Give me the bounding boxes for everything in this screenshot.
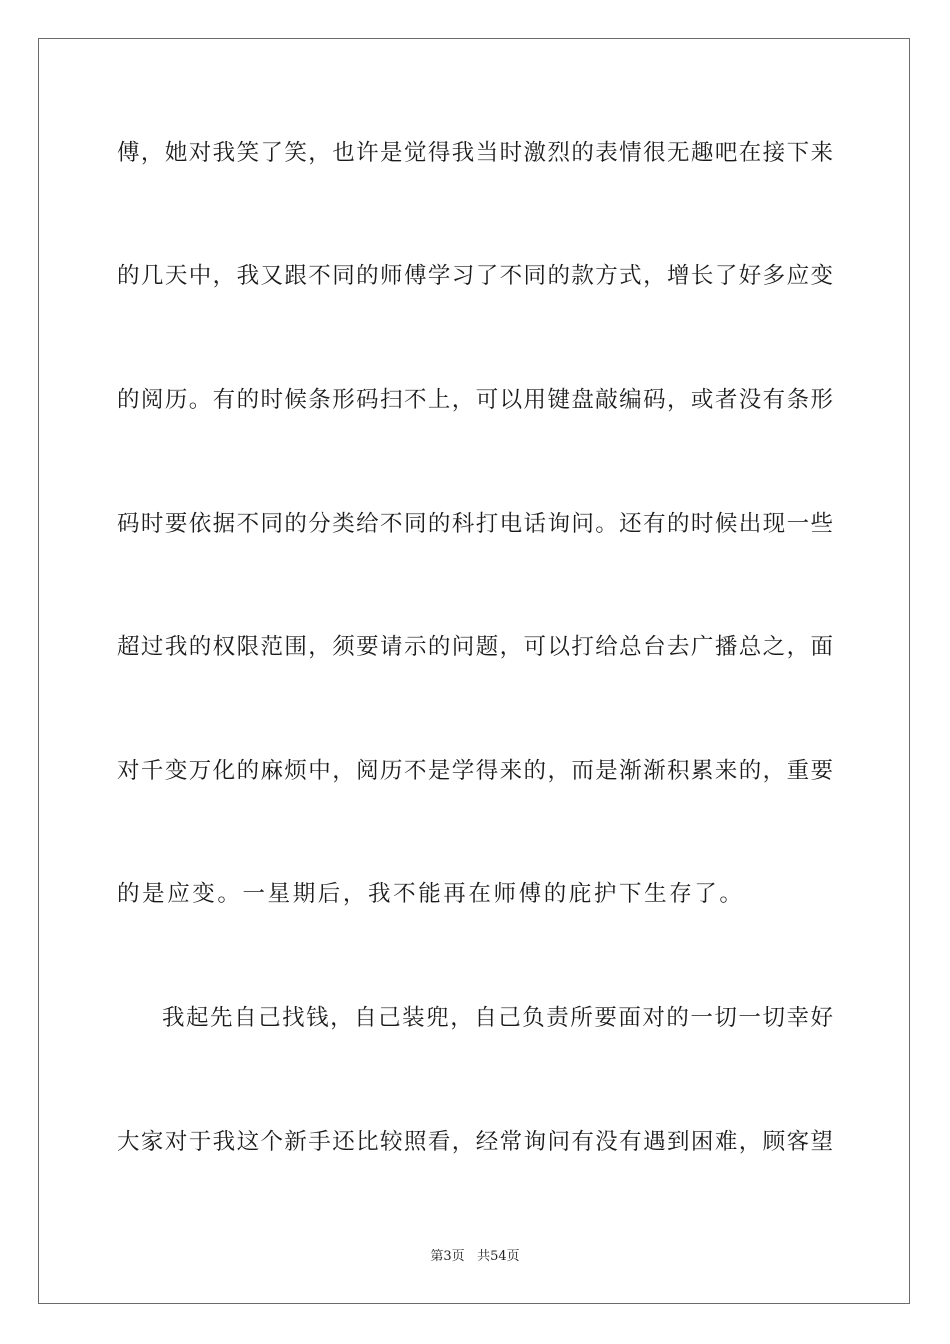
text-line-6: 对千变万化的麻烦中，阅历不是学得来的，而是渐渐积累来的，重要 — [117, 758, 833, 784]
text-line-7: 的是应变。一星期后，我不能再在师傅的庇护下生存了。 — [117, 881, 745, 907]
text-line-1: 傅，她对我笑了笑，也许是觉得我当时激烈的表情很无趣吧在接下来 — [117, 140, 833, 166]
page-total: 共54页 — [477, 1249, 520, 1264]
text-line-2: 的几天中，我又跟不同的师傅学习了不同的款方式，增长了好多应变 — [117, 263, 833, 289]
text-line-8-paragraph-start: 我起先自己找钱，自己装兜，自己负责所要面对的一切一切幸好 — [162, 1005, 833, 1031]
page-footer — [0, 1248, 950, 1266]
text-line-4: 码时要依据不同的分类给不同的科打电话询问。还有的时候出现一些 — [117, 511, 833, 537]
text-line-3: 的阅历。有的时候条形码扫不上，可以用键盘敲编码，或者没有条形 — [117, 387, 833, 413]
page-number: 第3页 — [430, 1249, 465, 1264]
text-line-9: 大家对于我这个新手还比较照看，经常询问有没有遇到困难，顾客望 — [117, 1129, 833, 1155]
text-line-5: 超过我的权限范围，须要请示的问题，可以打给总台去广播总之，面 — [117, 634, 833, 660]
page-border — [38, 38, 910, 1304]
